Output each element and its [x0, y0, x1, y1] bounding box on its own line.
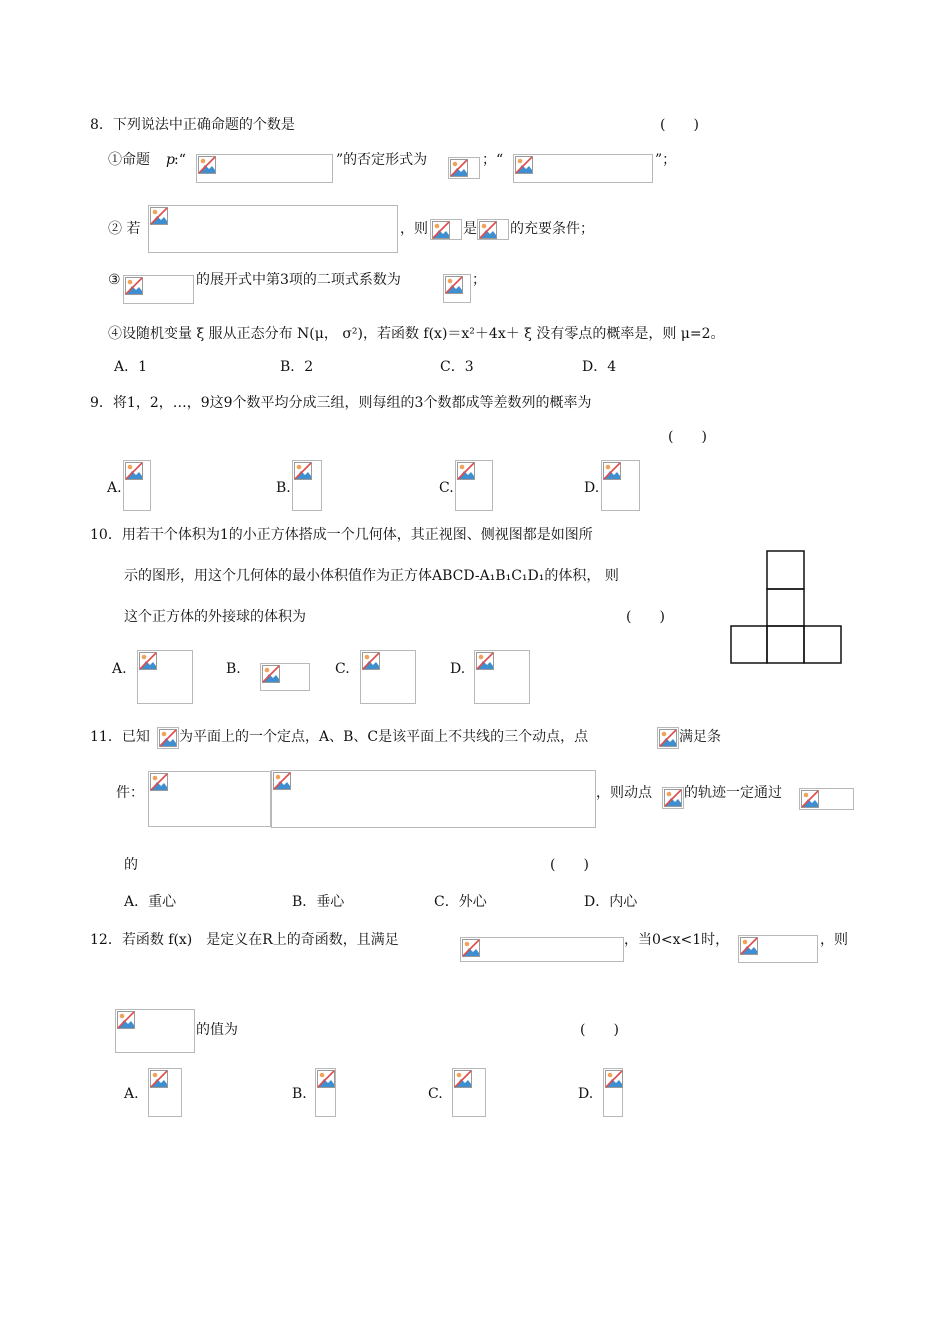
q11-text: 的: [124, 857, 138, 873]
q12-text: ，当0<x<1时，: [624, 932, 730, 948]
formula-image: [601, 460, 640, 511]
q9-stem: 9．将1，2，…，9这9个数平均分成三组，则每组的3个数都成等差数列的概率为: [90, 395, 592, 411]
figure-square-bottom-right: [804, 626, 841, 663]
broken-image-icon: [476, 652, 494, 670]
q11-answer-paren: ( ): [550, 857, 589, 873]
three-view-figure: [726, 548, 848, 668]
broken-image-icon: [294, 462, 312, 480]
q11-option-c: C．外心: [434, 894, 487, 910]
q8-s4: ④设随机变量 ξ 服从正态分布 N(μ， σ²)，若函数 f(x)＝x²＋4x＋ ξ 没有零点的概率是，则 μ=2。: [108, 326, 725, 342]
broken-image-icon: [450, 159, 468, 177]
formula-image: [315, 1068, 336, 1117]
formula-image: [292, 460, 322, 511]
broken-image-icon: [659, 729, 677, 747]
formula-image: [148, 1068, 182, 1117]
broken-image-icon: [139, 652, 157, 670]
q8-option-b: B．2: [280, 359, 314, 375]
broken-image-icon: [603, 462, 621, 480]
q11-text: ，则动点: [596, 785, 652, 801]
broken-image-icon: [515, 156, 533, 174]
q11-text: 件：: [116, 785, 144, 801]
q8-s2-text: 是: [463, 221, 477, 237]
formula-image: [148, 205, 398, 253]
broken-image-icon: [445, 276, 463, 294]
q12-option-c: C.: [428, 1086, 443, 1102]
broken-image-icon: [150, 207, 168, 225]
broken-image-icon: [117, 1011, 135, 1029]
q10-option-d: D.: [450, 661, 466, 677]
q8-stem: 8．下列说法中正确命题的个数是: [90, 117, 295, 133]
q9-option-b: B.: [276, 480, 291, 496]
formula-image: [123, 275, 194, 304]
q12-text: 12．若函数 f(x) 是定义在R上的奇函数，且满足: [90, 932, 399, 948]
figure-square-middle: [767, 589, 804, 626]
q10-answer-paren: ( ): [626, 609, 665, 625]
q9-option-a: A.: [107, 480, 122, 496]
formula-image: [448, 157, 480, 179]
formula-image: [603, 1068, 623, 1117]
broken-image-icon: [479, 221, 497, 239]
broken-image-icon: [454, 1070, 472, 1088]
formula-image: [271, 770, 596, 828]
q12-option-a: A.: [124, 1086, 139, 1102]
q8-s3-text: 的展开式中第3项的二项式系数为: [196, 272, 401, 288]
q12-answer-paren: ( ): [580, 1022, 619, 1038]
broken-image-icon: [317, 1070, 335, 1088]
q12-text: 的值为: [196, 1022, 238, 1038]
broken-image-icon: [605, 1070, 623, 1088]
q8-s2-label: ② 若: [108, 221, 141, 237]
formula-image: [115, 1009, 195, 1053]
q8-s3-label: ③: [108, 272, 121, 288]
q11-option-d: D．内心: [584, 894, 638, 910]
broken-image-icon: [125, 277, 143, 295]
figure-square-bottom-center: [767, 626, 804, 663]
broken-image-icon: [457, 462, 475, 480]
broken-image-icon: [462, 939, 480, 957]
q12-option-b: B.: [292, 1086, 307, 1102]
q8-s1-quote-open: :“: [174, 152, 186, 168]
formula-image: [260, 663, 310, 691]
q8-s3-text: ；: [472, 272, 486, 288]
broken-image-icon: [362, 652, 380, 670]
formula-image: [443, 274, 471, 303]
broken-image-icon: [801, 790, 819, 808]
q10-line1: 10．用若干个体积为1的小正方体搭成一个几何体，其正视图、侧视图都是如图所: [90, 527, 593, 543]
q10-option-b: B.: [226, 661, 241, 677]
broken-image-icon: [273, 772, 291, 790]
figure-square-top: [767, 551, 804, 589]
q10-line3: 这个正方体的外接球的体积为: [124, 609, 306, 625]
q12-text: ，则: [820, 932, 848, 948]
q9-answer-paren: ( ): [668, 429, 707, 445]
q9-option-d: D.: [584, 480, 600, 496]
q12-option-d: D.: [578, 1086, 594, 1102]
broken-image-icon: [125, 462, 143, 480]
broken-image-icon: [432, 221, 450, 239]
formula-image: [137, 650, 193, 704]
q11-text: 满足条: [679, 729, 721, 745]
q10-option-a: A.: [112, 661, 127, 677]
q8-s2-text: ，则: [400, 221, 428, 237]
q8-option-d: D．4: [582, 359, 617, 375]
q11-option-a: A．重心: [124, 894, 177, 910]
formula-image: [123, 460, 151, 511]
q10-line2: 示的图形，用这个几何体的最小体积值作为正方体ABCD-A₁B₁C₁D₁的体积， 则: [124, 568, 619, 584]
q11-text: 11．已知: [90, 729, 150, 745]
broken-image-icon: [262, 665, 280, 683]
q8-s1-text: ；“: [482, 152, 504, 168]
formula-image: [360, 650, 416, 704]
formula-image: [474, 650, 530, 704]
figure-square-bottom-left: [731, 626, 767, 663]
formula-image: [455, 460, 493, 511]
formula-image: [477, 219, 509, 240]
formula-image: [657, 727, 679, 749]
broken-image-icon: [150, 773, 168, 791]
broken-image-icon: [150, 1070, 168, 1088]
broken-image-icon: [159, 729, 177, 747]
formula-image: [430, 219, 462, 240]
q8-s1-text: ”；: [655, 152, 677, 168]
q8-answer-paren: ( ): [660, 117, 699, 133]
broken-image-icon: [740, 937, 758, 955]
formula-image: [148, 771, 271, 827]
q8-s1-p: p: [166, 152, 175, 168]
formula-image: [738, 935, 818, 963]
q8-s2-text: 的充要条件；: [510, 221, 594, 237]
q11-option-b: B．垂心: [292, 894, 345, 910]
broken-image-icon: [664, 789, 682, 807]
q10-option-c: C.: [335, 661, 350, 677]
formula-image: [662, 787, 684, 809]
q11-text: 为平面上的一个定点，A、B、C是该平面上不共线的三个动点，点: [179, 729, 589, 745]
q8-s1-text: ”的否定形式为: [336, 152, 428, 168]
q9-option-c: C.: [439, 480, 454, 496]
q11-text: 的轨迹一定通过: [684, 785, 782, 801]
formula-image: [513, 154, 653, 183]
formula-image: [157, 727, 179, 749]
formula-image: [460, 937, 624, 962]
q8-option-a: A．1: [114, 359, 148, 375]
broken-image-icon: [198, 156, 216, 174]
q8-option-c: C．3: [440, 359, 474, 375]
q8-s1-label: ①命题: [108, 152, 150, 168]
formula-image: [196, 154, 333, 183]
formula-image: [799, 788, 854, 810]
formula-image: [452, 1068, 486, 1117]
